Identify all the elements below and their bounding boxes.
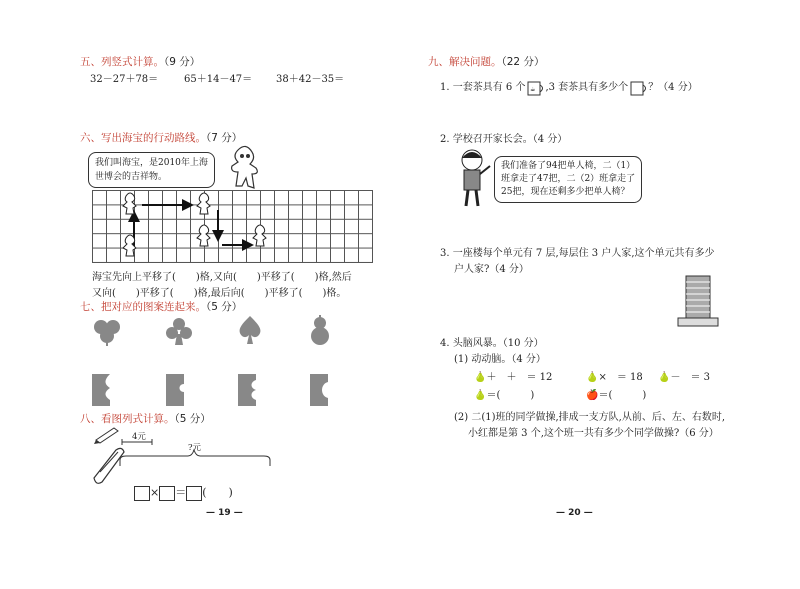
fruit-equation-1: 🍐＋ ＋ ＝ 12 — [474, 372, 553, 383]
apple-answer[interactable]: 🍎＝( ) — [586, 390, 647, 401]
question-1: 1. 一套茶具有 6 个 ☕ ,3 套茶具有多少个 ？（4 分） — [440, 78, 698, 97]
apple-icon: 🍎 — [586, 390, 599, 401]
question-4-part-2-line-1: (2) 二(1)班的同学做操,排成一支方队,从前、后、左、右数时, — [454, 412, 726, 423]
section-7-title: 七、把对应的图案连起来。（5 分） — [80, 301, 243, 313]
fruit-equation-3: 🍐－ ＝ 3 — [658, 372, 710, 383]
question-4-title: 4. 头脑风暴。（10 分） — [440, 338, 544, 349]
equation-1: 32－27＋78＝ — [90, 74, 159, 85]
gourd-shape-icon — [306, 314, 334, 346]
question-3-line-1: 3. 一座楼每个单元有 7 层,每层住 3 户人家,这个单元共有多少 — [440, 248, 715, 259]
movement-path — [92, 190, 374, 264]
answer-formula: × ＝ ( ) — [134, 484, 233, 501]
three-leaf-clover-icon — [92, 316, 122, 346]
route-question-line-2: 又向( )平移了( )格,最后向( )平移了( )格。 — [92, 288, 347, 299]
half-shape-b-icon — [166, 374, 186, 406]
page-number-19: — 19 — — [206, 508, 243, 518]
section-6-title: 六、写出海宝的行动路线。（7 分） — [80, 132, 243, 144]
haibao-mascot-icon — [218, 144, 274, 192]
equation-2: 65＋14－47＝ — [184, 74, 253, 85]
teacup-icon — [525, 79, 545, 97]
haibao-speech-bubble: 我们叫海宝，是2010年上海 世博会的吉祥物。 — [88, 152, 215, 188]
half-shape-d-icon — [310, 374, 330, 406]
apartment-building-icon — [676, 272, 720, 330]
pear-icon-4: 🍐 — [474, 390, 487, 401]
question-4-part-1: (1) 动动脑。（4 分） — [454, 354, 546, 365]
section-8-title: 八、看图列式计算。（5 分） — [80, 413, 211, 425]
teacup-icon-2 — [628, 79, 648, 97]
equation-3: 38＋42－35＝ — [276, 74, 345, 85]
svg-text:☕: ☕ — [530, 85, 536, 93]
half-shape-a-icon — [92, 374, 112, 406]
fruit-equation-2: 🍐× ＝ 18 — [586, 372, 643, 383]
page-number-20: — 20 — — [556, 508, 593, 518]
section-9-title: 九、解决问题。（22 分） — [428, 56, 545, 68]
spade-shape-icon — [236, 314, 264, 346]
section-5-title: 五、列竖式计算。（9 分） — [80, 56, 201, 68]
chairs-speech-bubble: 我们准备了94把单人椅，二（1） 班拿走了47把，二（2）班拿走了 25把，现在还剩多少把单人椅？ — [494, 156, 642, 203]
route-question-line-1: 海宝先向上平移了( )格,又向( )平移了( )格,然后 — [92, 272, 352, 283]
half-shape-c-icon — [238, 374, 258, 406]
total-price-label: ?元 — [188, 443, 202, 453]
question-4-part-2-line-2: 小红都是第 3 个,这个班一共有多少个同学做操?（6 分） — [468, 428, 719, 439]
pear-icon-3: 🍐 — [658, 372, 671, 383]
blank-box-2[interactable] — [159, 486, 175, 501]
pear-icon-2: 🍐 — [586, 372, 599, 383]
pen-price-label: 4元 — [132, 432, 146, 442]
blank-box-3[interactable] — [186, 486, 202, 501]
pear-answer[interactable]: 🍐＝( ) — [474, 390, 535, 401]
question-3-line-2: 户人家?（4 分） — [454, 264, 529, 275]
club-shape-icon — [164, 316, 194, 346]
pear-icon: 🍐 — [474, 372, 487, 383]
blank-box-1[interactable] — [134, 486, 150, 501]
student-boy-icon — [452, 146, 492, 210]
question-2: 2. 学校召开家长会。（4 分） — [440, 134, 568, 145]
